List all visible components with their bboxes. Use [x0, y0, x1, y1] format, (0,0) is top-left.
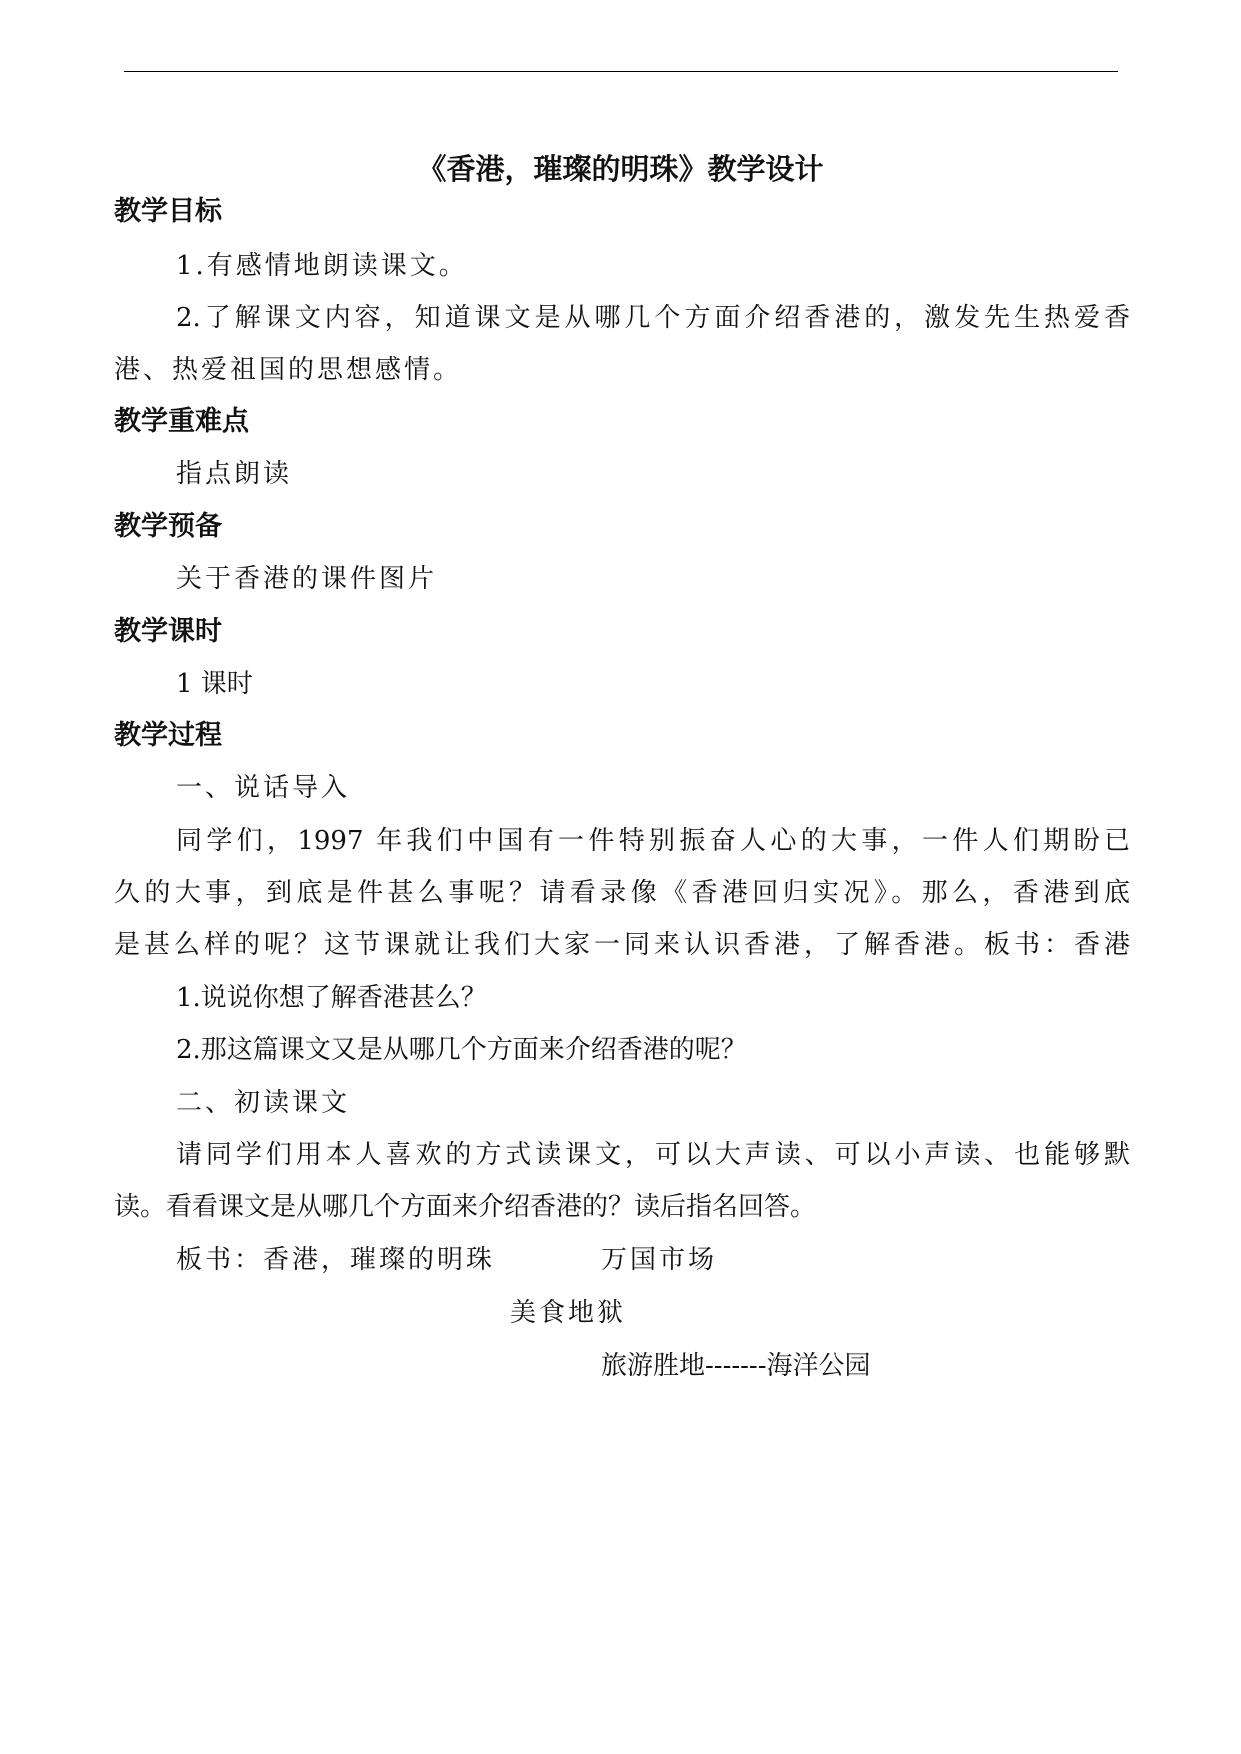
- section-heading-duration: 教学课时: [114, 616, 222, 647]
- duration-text: 1 课时: [176, 669, 253, 699]
- process-step-2-title: 二、初读课文: [176, 1088, 351, 1118]
- section-heading-process: 教学过程: [114, 720, 222, 751]
- process-step-1-title: 一、说话导入: [176, 773, 351, 803]
- intro-paragraph-line-1: 同学们，1997 年我们中国有一件特别振奋人心的大事，一件人们期盼已: [176, 826, 1130, 856]
- document-title: 《香港，璀璨的明珠》教学设计: [417, 152, 824, 186]
- question-2: 2.那这篇课文又是从哪几个方面来介绍香港的呢？: [176, 1035, 747, 1065]
- intro-paragraph-line-2: 久的大事，到底是件甚么事呢？请看录像《香港回归实况》。那么，香港到底: [114, 878, 1130, 908]
- board-item-international-market: 万国市场: [601, 1245, 718, 1275]
- header-rule: [124, 71, 1118, 72]
- board-label: 板书：香港，璀璨的明珠: [176, 1245, 496, 1275]
- board-item-tourist-destination: 旅游胜地-------海洋公园: [601, 1351, 871, 1381]
- objective-item-2-line-1: 2.了解课文内容，知道课文是从哪几个方面介绍香港的，激发先生热爱香: [176, 303, 1130, 333]
- section-heading-key-points: 教学重难点: [114, 406, 249, 437]
- section-heading-objectives: 教学目标: [114, 196, 222, 227]
- key-points-text: 指点朗读: [176, 459, 293, 489]
- intro-paragraph-line-3: 是甚么样的呢？这节课就让我们大家一同来认识香港，了解香港。板书：香港: [114, 930, 1130, 960]
- preparation-text: 关于香港的课件图片: [176, 564, 438, 594]
- section-heading-preparation: 教学预备: [114, 511, 222, 542]
- board-item-food-paradise: 美食地狱: [510, 1298, 627, 1328]
- reading-paragraph-line-1: 请同学们用本人喜欢的方式读课文，可以大声读、可以小声读、也能够默: [176, 1140, 1130, 1170]
- reading-paragraph-line-2: 读。看看课文是从哪几个方面来介绍香港的？读后指名回答。: [114, 1192, 817, 1222]
- objective-item-2-line-2: 港、热爱祖国的思想感情。: [114, 355, 463, 385]
- question-1: 1.说说你想了解香港甚么？: [176, 983, 487, 1013]
- objective-item-1: 1.有感情地朗读课文。: [176, 251, 468, 281]
